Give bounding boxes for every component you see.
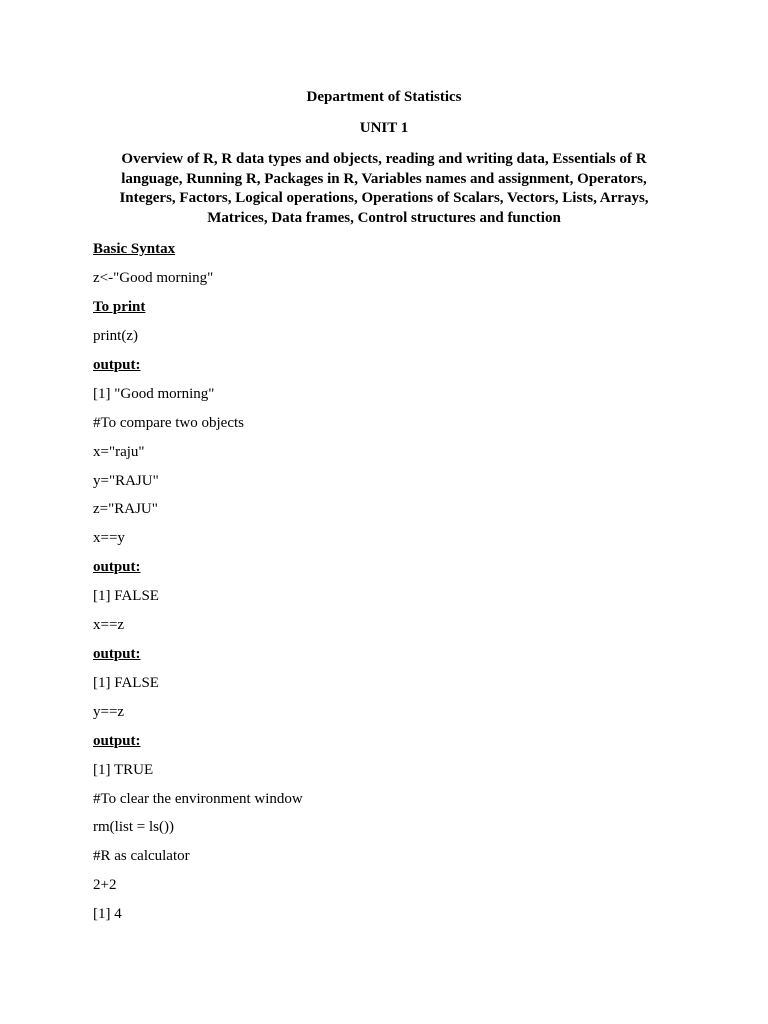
heading-output: output: (93, 357, 141, 373)
unit-title: UNIT 1 (359, 120, 409, 136)
heading-output: output: (93, 559, 141, 575)
code-line: print(z) (93, 328, 138, 344)
code-line: [1] FALSE (93, 675, 159, 691)
code-line: y==z (93, 704, 125, 720)
unit-overview: Overview of R, R data types and objects, reading and writing data, Essentials of R language, Running R, Packages in R, Variables names and assignment, Operators, Integers, Factors, Logical operations, Operations of Scalars, Vectors, Lists, Arrays, Matrices, Data frames, Control structures and function (119, 151, 649, 226)
heading-output: output: (93, 646, 141, 662)
department-title: Department of Statistics (306, 89, 462, 105)
code-line: x==y (93, 530, 125, 546)
code-line: x==z (93, 617, 125, 633)
code-line: [1] 4 (93, 906, 122, 922)
code-line: z<-"Good morning" (93, 270, 214, 286)
code-line: rm(list = ls()) (93, 819, 174, 835)
code-line: [1] FALSE (93, 588, 159, 604)
code-comment: #R as calculator (93, 848, 190, 864)
code-line: z="RAJU" (93, 501, 158, 517)
code-line: y="RAJU" (93, 473, 159, 489)
code-line: [1] "Good morning" (93, 386, 215, 402)
heading-to-print: To print (93, 299, 146, 315)
code-line: [1] TRUE (93, 762, 154, 778)
heading-output: output: (93, 733, 141, 749)
code-line: x="raju" (93, 444, 145, 460)
code-comment: #To compare two objects (93, 415, 244, 431)
code-comment: #To clear the environment window (93, 791, 303, 807)
code-line: 2+2 (93, 877, 117, 893)
heading-basic-syntax: Basic Syntax (93, 241, 176, 257)
